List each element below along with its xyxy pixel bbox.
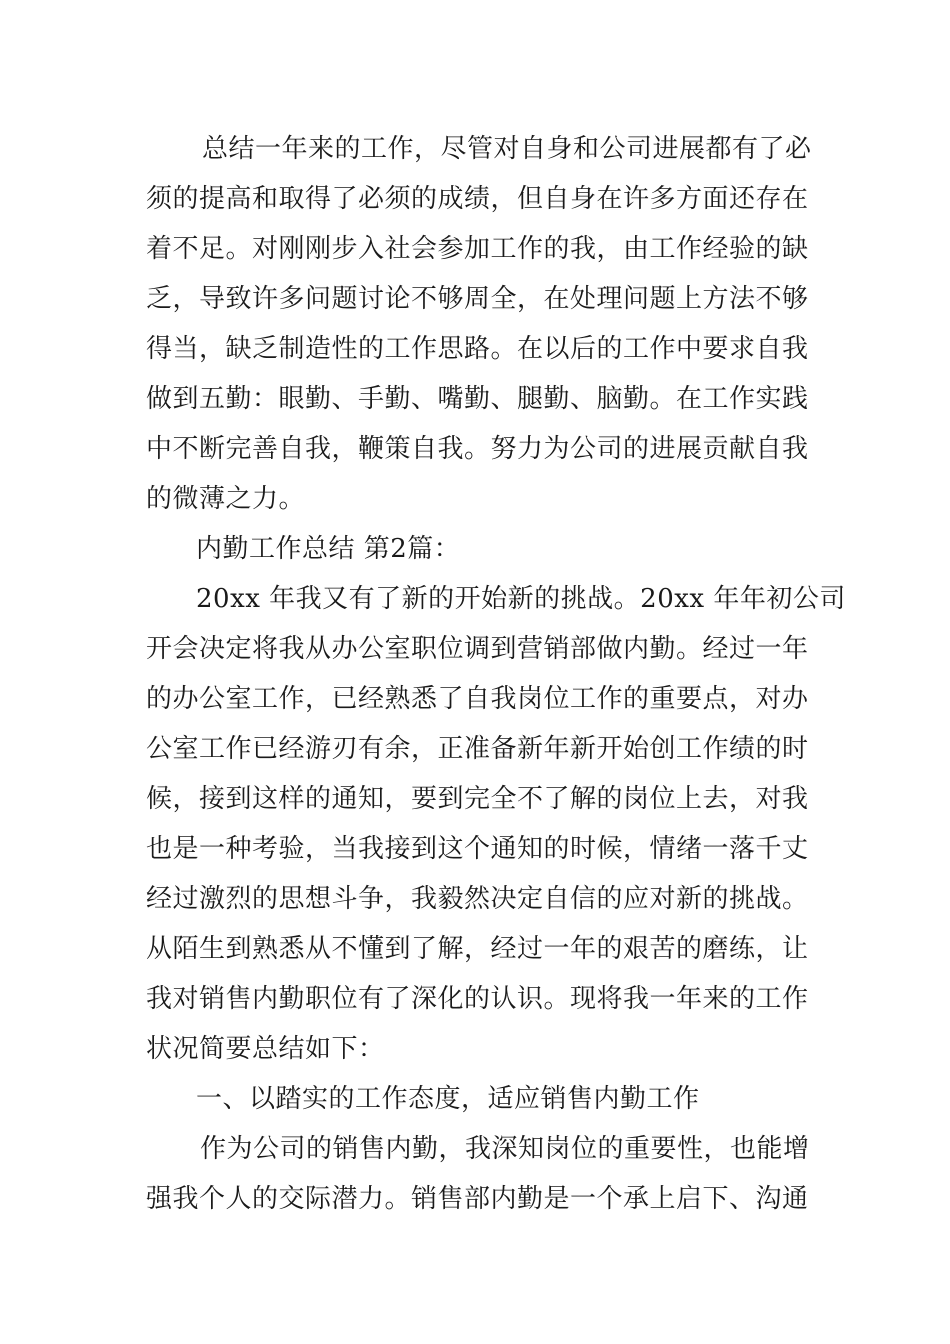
subsection-title: 一、以踏实的工作态度，适应销售内勤工作 — [196, 1084, 700, 1114]
text-line: 候，接到这样的通知，要到完全不了解的岗位上去，对我 — [146, 784, 809, 814]
text-line: 经过激烈的思想斗争，我毅然决定自信的应对新的挑战。 — [146, 884, 809, 914]
document-body — [146, 124, 846, 1224]
section-heading — [146, 524, 806, 574]
paragraph-new-challenge — [146, 574, 846, 1074]
text-line: 的微薄之力。 — [146, 484, 306, 514]
text-line: 从陌生到熟悉从不懂到了解，经过一年的艰苦的磨练，让 — [146, 934, 809, 964]
text-line: 状况简要总结如下： — [146, 1034, 385, 1064]
text-line: 须的提高和取得了必须的成绩，但自身在许多方面还存在 — [146, 184, 809, 214]
text-line: 得当，缺乏制造性的工作思路。在以后的工作中要求自我 — [146, 334, 809, 364]
text-line: 作为公司的销售内勤，我深知岗位的重要性，也能增 — [200, 1134, 810, 1164]
text-line: 也是一种考验，当我接到这个通知的时候，情绪一落千丈 — [146, 834, 809, 864]
text-line: 着不足。对刚刚步入社会参加工作的我，由工作经验的缺 — [146, 234, 809, 264]
text-line: 公室工作已经游刃有余，正准备新年新开始创工作绩的时 — [146, 734, 809, 764]
text-line: 的办公室工作，已经熟悉了自我岗位工作的重要点，对办 — [146, 684, 809, 714]
text-line: 开会决定将我从办公室职位调到营销部做内勤。经过一年 — [146, 634, 809, 664]
paragraph-sales-assistant — [146, 1124, 810, 1224]
text-line: 中不断完善自我，鞭策自我。努力为公司的进展贡献自我 — [146, 434, 809, 464]
text-line: 强我个人的交际潜力。销售部内勤是一个承上启下、沟通 — [146, 1184, 809, 1214]
subsection-heading — [146, 1074, 806, 1124]
text-line: 做到五勤：眼勤、手勤、嘴勤、腿勤、脑勤。在工作实践 — [146, 384, 809, 414]
text-line: 乏，导致许多问题讨论不够周全，在处理问题上方法不够 — [146, 284, 809, 314]
paragraph-summary-shortcomings — [146, 124, 812, 524]
text-line: 我对销售内勤职位有了深化的认识。现将我一年来的工作 — [146, 984, 809, 1014]
text-line: 总结一年来的工作，尽管对自身和公司进展都有了必 — [202, 134, 812, 164]
section-title: 内勤工作总结 第2篇： — [196, 534, 461, 564]
text-line: 20xx 年我又有了新的开始新的挑战。20xx 年年初公司 — [196, 584, 846, 614]
